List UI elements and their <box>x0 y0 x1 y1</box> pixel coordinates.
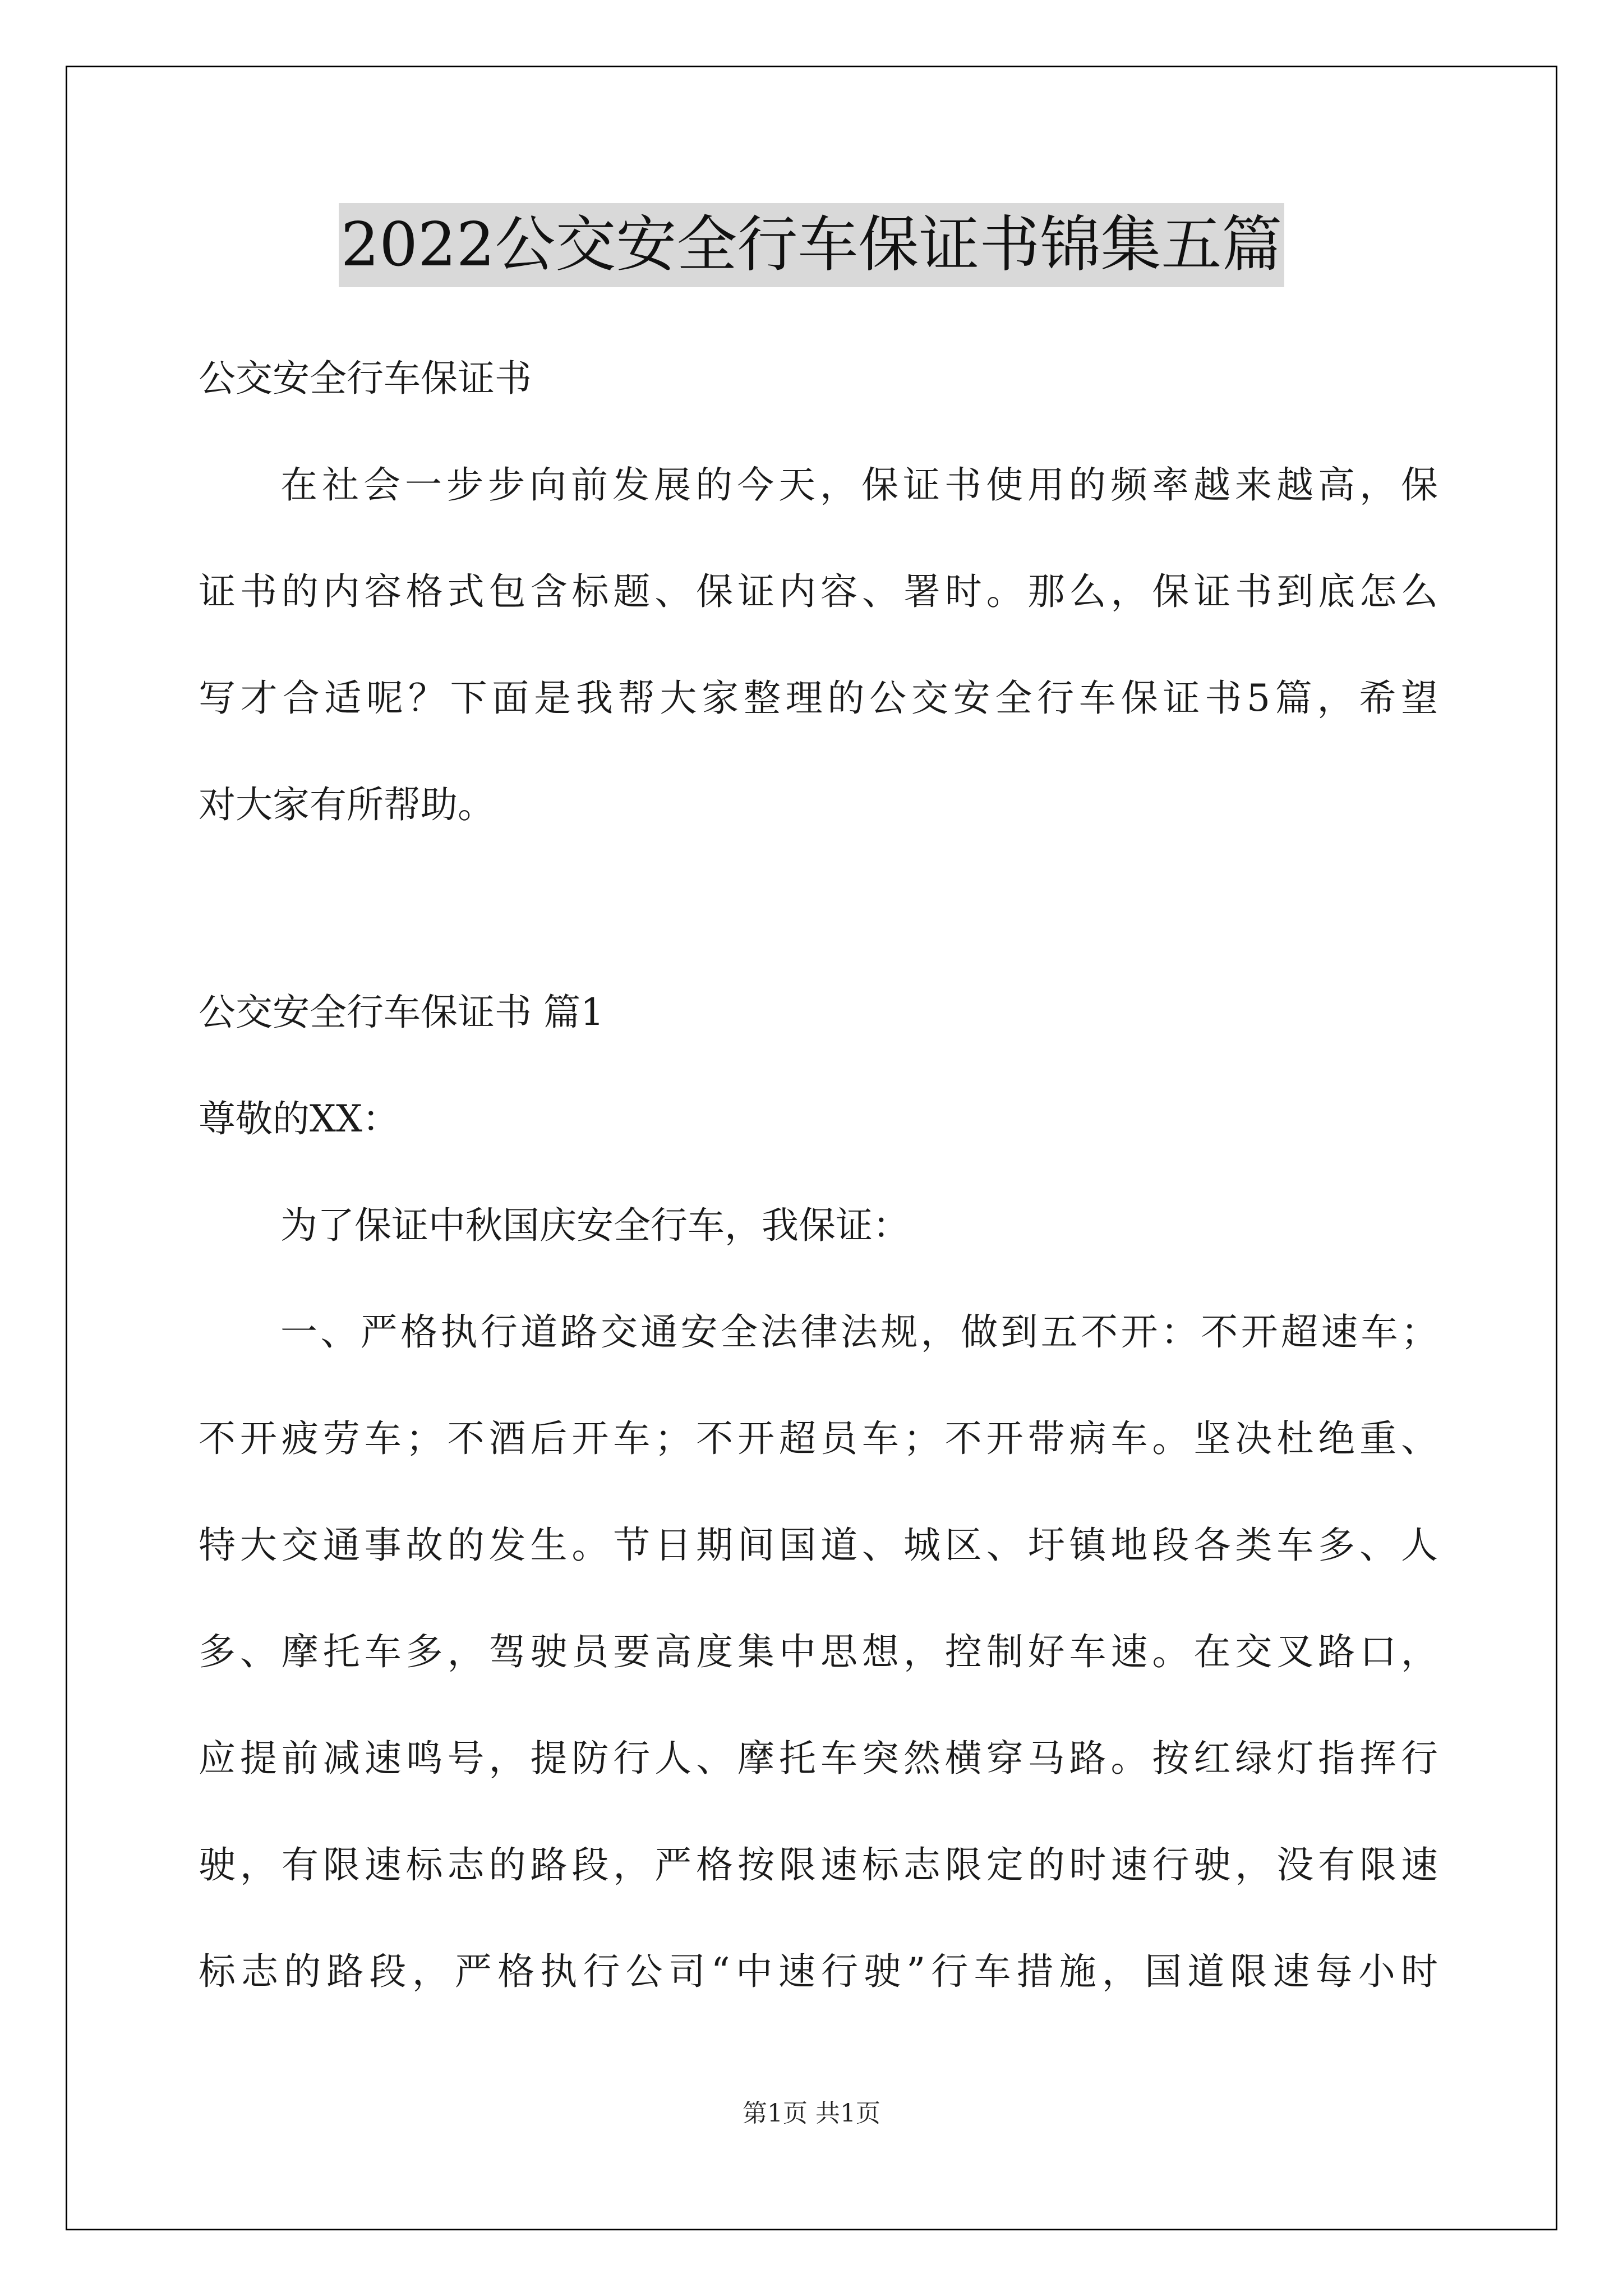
page-number-footer: 第1页 共1页 <box>743 2099 880 2128</box>
document-title: 2022公交安全行车保证书锦集五篇 <box>339 203 1285 287</box>
heading-line: 公交安全行车保证书 <box>199 357 532 400</box>
paragraph-line: 证书的内容格式包含标题、保证内容、署时。那么，保证书到底怎么 <box>199 570 1438 613</box>
paragraph-line: 在社会一步步向前发展的今天，保证书使用的频率越来越高，保 <box>280 463 1438 507</box>
paragraph-line: 应提前减速鸣号，提防行人、摩托车突然横穿马路。按红绿灯指挥行 <box>199 1737 1438 1780</box>
paragraph-line: 多、摩托车多，驾驶员要高度集中思想，控制好车速。在交叉路口， <box>199 1630 1438 1673</box>
paragraph-line: 驶，有限速标志的路段，严格按限速标志限定的时速行驶，没有限速 <box>199 1843 1438 1887</box>
salutation: 尊敬的XX： <box>199 1097 399 1140</box>
section-heading: 公交安全行车保证书 篇1 <box>199 991 604 1034</box>
paragraph-line: 对大家有所帮助。 <box>199 783 495 826</box>
paragraph-line: 特大交通事故的发生。节日期间国道、城区、圩镇地段各类车多、人 <box>199 1524 1438 1567</box>
paragraph-line: 标志的路段，严格执行公司“中速行驶”行车措施，国道限速每小时 <box>199 1950 1438 1993</box>
paragraph-line: 写才合适呢？下面是我帮大家整理的公交安全行车保证书5篇，希望 <box>199 677 1438 720</box>
title-container <box>0 203 1623 287</box>
paragraph-line: 为了保证中秋国庆安全行车，我保证： <box>280 1204 910 1247</box>
paragraph-line: 不开疲劳车；不酒后开车；不开超员车；不开带病车。坚决杜绝重、 <box>199 1417 1438 1460</box>
paragraph-line: 一、严格执行道路交通安全法律法规，做到五不开：不开超速车； <box>280 1310 1438 1354</box>
